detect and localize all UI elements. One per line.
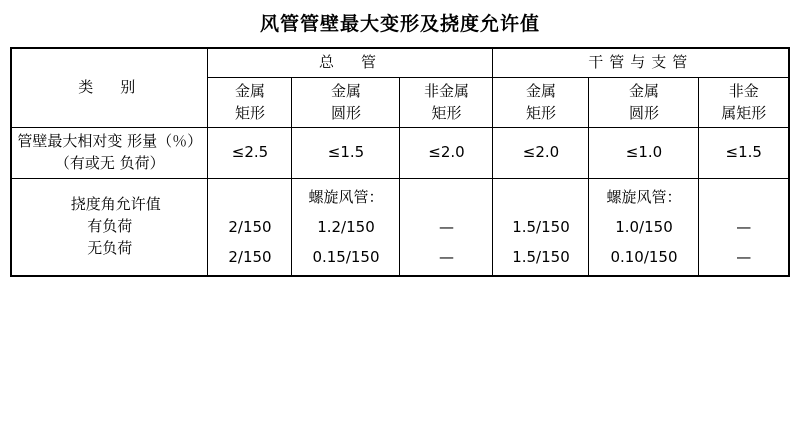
cell-deformation-nonmetal-rect-main: ≤2.0 bbox=[400, 128, 493, 179]
cell-deflection-nonmetal-rect-branch bbox=[699, 178, 789, 276]
header-sub-line: 金属 bbox=[525, 81, 556, 100]
row-label-line: 无负荷 bbox=[87, 238, 133, 257]
header-sub-metal-rect-branch bbox=[493, 77, 589, 128]
deflection-note-spiral-branch: 螺旋风管： bbox=[606, 187, 682, 206]
header-sub-line: 圆形 bbox=[628, 103, 659, 122]
row-label-deflection bbox=[11, 178, 208, 276]
header-sub-nonmetal-rect-branch bbox=[699, 77, 789, 128]
header-sub-nonmetal-rect-main bbox=[400, 77, 493, 128]
cell-deformation-metal-round-main: ≤1.5 bbox=[292, 128, 400, 179]
deflection-note-spiral-main: 螺旋风管： bbox=[308, 187, 384, 206]
cell-deformation-metal-round-branch: ≤1.0 bbox=[589, 128, 699, 179]
cell-deformation-nonmetal-rect-branch: ≤1.5 bbox=[699, 128, 789, 179]
cell-deformation-metal-rect-branch: ≤2.0 bbox=[493, 128, 589, 179]
header-sub-line: 非金 bbox=[728, 81, 759, 100]
deflection-loaded-value: — bbox=[736, 217, 752, 236]
table-row-deformation bbox=[11, 128, 789, 179]
cell-deflection-metal-rect-branch bbox=[493, 178, 589, 276]
cell-deflection-nonmetal-rect-main bbox=[400, 178, 493, 276]
header-sub-line: 金属 bbox=[628, 81, 659, 100]
page-title: 风管管壁最大变形及挠度允许值 bbox=[259, 13, 540, 35]
header-sub-metal-round-main bbox=[292, 77, 400, 128]
table-header-row-groups bbox=[11, 48, 789, 77]
row-label-line: 有负荷 bbox=[87, 216, 133, 235]
deflection-unloaded-value: — bbox=[438, 247, 454, 266]
deflection-note-spacer bbox=[495, 182, 586, 212]
deflection-loaded-value: 1.0/150 bbox=[615, 217, 673, 236]
header-sub-line: 属矩形 bbox=[721, 103, 767, 122]
spec-table bbox=[10, 47, 790, 277]
header-sub-line: 金属 bbox=[234, 81, 265, 100]
header-sub-line: 非金属 bbox=[423, 81, 469, 100]
row-label-line: 挠度角允许值 bbox=[70, 195, 161, 214]
deflection-unloaded-value: 0.10/150 bbox=[610, 247, 678, 266]
deflection-unloaded-value: — bbox=[736, 247, 752, 266]
deflection-unloaded-value: 1.5/150 bbox=[512, 247, 570, 266]
header-sub-line: 矩形 bbox=[234, 103, 265, 122]
deflection-note-spacer bbox=[701, 182, 786, 212]
header-sub-line: 金属 bbox=[330, 81, 361, 100]
row-label-line: 管壁最大相对变 bbox=[17, 132, 123, 151]
header-sub-metal-round-branch bbox=[589, 77, 699, 128]
row-label-deformation bbox=[11, 128, 208, 179]
deflection-loaded-value: 1.2/150 bbox=[317, 217, 375, 236]
header-category: 类 别 bbox=[11, 48, 208, 128]
header-sub-line: 圆形 bbox=[330, 103, 361, 122]
deflection-unloaded-value: 0.15/150 bbox=[312, 247, 380, 266]
deflection-unloaded-value: 2/150 bbox=[228, 247, 272, 266]
deflection-note-spacer bbox=[402, 182, 490, 212]
table-row-deflection bbox=[11, 178, 789, 276]
cell-deformation-metal-rect-main: ≤2.5 bbox=[208, 128, 292, 179]
header-group-main: 总 管 bbox=[208, 48, 493, 77]
header-sub-metal-rect-main bbox=[208, 77, 292, 128]
cell-deflection-metal-round-main bbox=[292, 178, 400, 276]
cell-deflection-metal-round-branch bbox=[589, 178, 699, 276]
deflection-loaded-value: 1.5/150 bbox=[512, 217, 570, 236]
header-group-branch: 干管与支管 bbox=[493, 48, 789, 77]
deflection-note-spacer bbox=[210, 182, 289, 212]
row-label-line: 形量（％）（有或无 bbox=[54, 132, 203, 172]
header-sub-line: 矩形 bbox=[431, 103, 462, 122]
deflection-loaded-value: — bbox=[438, 217, 454, 236]
header-sub-line: 矩形 bbox=[525, 103, 556, 122]
cell-deflection-metal-rect-main bbox=[208, 178, 292, 276]
row-label-line: 负荷） bbox=[119, 154, 165, 172]
deflection-loaded-value: 2/150 bbox=[228, 217, 272, 236]
